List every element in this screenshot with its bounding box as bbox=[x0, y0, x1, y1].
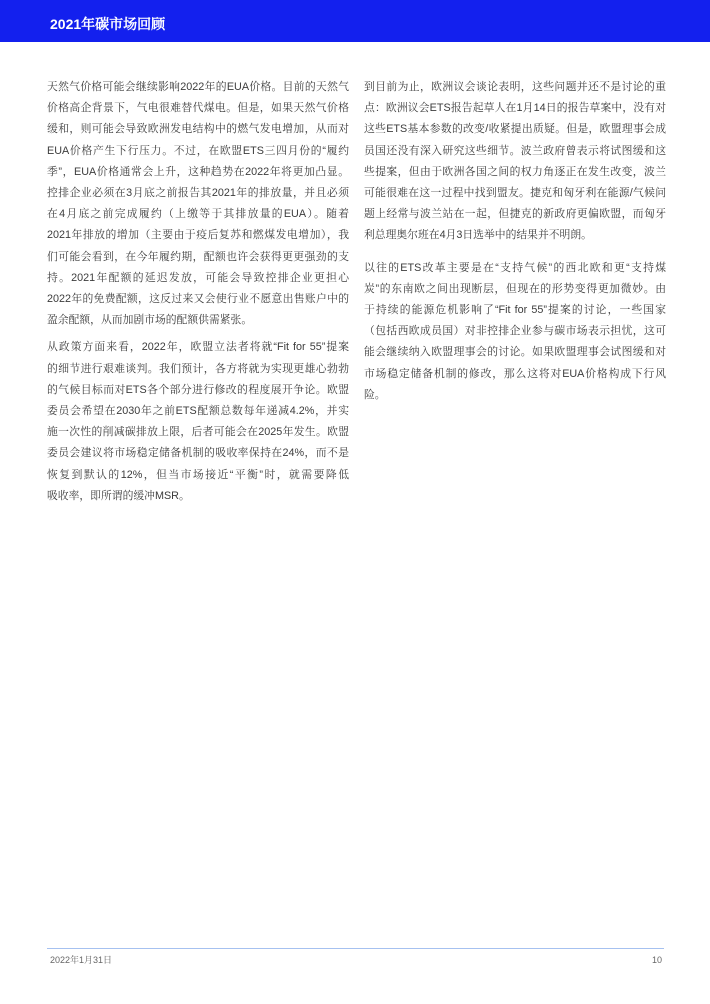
text-line: 可能很难在这一过程中找到盟友。捷克和匈牙利在能源/气候问 bbox=[364, 187, 666, 200]
text-line: 吸收率，即所谓的缓冲MSR。 bbox=[47, 489, 190, 502]
text-line: 缓和，则可能会导致欧洲发电结构中的燃气发电增加，从而对 bbox=[47, 123, 349, 136]
text-line: 点：欧洲议会ETS报告起草人在1月14日的报告草案中，没有对 bbox=[364, 102, 666, 115]
text-line: 们可能会看到，在今年履约期，配额也许会获得更更强劲的支 bbox=[47, 250, 349, 263]
text-line: 于持续的能源危机影响了“Fit for 55”提案的讨论，一些国家 bbox=[364, 304, 666, 317]
footer-rule bbox=[47, 948, 664, 949]
paragraph bbox=[364, 258, 666, 406]
text-line: 从政策方面来看，2022年，欧盟立法者将就“Fit for 55”提案 bbox=[47, 341, 349, 354]
text-line: 能会继续纳入欧盟理事会的讨论。如果欧盟理事会试图缓和对 bbox=[364, 346, 666, 359]
text-line: 的气候目标而对ETS各个部分进行修改的程度展开争论。欧盟 bbox=[47, 383, 349, 396]
text-line: 2022年的免费配额，这反过来又会使行业不愿意出售账户中的 bbox=[47, 293, 349, 306]
paragraph bbox=[364, 77, 666, 247]
page-title: 2021年碳市场回顾 bbox=[50, 16, 166, 32]
text-line: 天然气价格可能会继续影响2022年的EUA价格。目前的天然气 bbox=[47, 81, 349, 93]
text-line: 委员会建议将市场稳定储备机制的吸收率保持在24%，而不是 bbox=[47, 447, 349, 460]
text-line: 以往的ETS改革主要是在“支持气候”的西北欧和更“支持煤 bbox=[364, 261, 666, 274]
text-line: 在4月底之前完成履约（上缴等于其排放量的EUA）。随着 bbox=[47, 208, 349, 221]
text-line: 控排企业必须在3月底之前报告其2021年的排放量，并且必须 bbox=[47, 187, 349, 200]
text-line: 持。2021年配额的延迟发放，可能会导致控排企业更担心 bbox=[47, 271, 349, 284]
text-line: 利总理奥尔班在4月3日选举中的结果并不明朗。 bbox=[364, 229, 592, 242]
text-line: （包括西欧成员国）对非控排企业参与碳市场表示担忧，这可 bbox=[364, 325, 666, 338]
text-line: 炭”的东南欧之间出现断层，但现在的形势变得更加微妙。由 bbox=[364, 282, 666, 295]
text-line: 员国还没有深入研究这些细节。波兰政府曾表示将试图缓和这 bbox=[364, 144, 666, 157]
footer-date: 2022年1月31日 bbox=[50, 955, 113, 965]
text-line: 价格高企背景下，气电很难替代煤电。但是，如果天然气价格 bbox=[47, 102, 349, 115]
text-line: 2021年排放的增加（主要由于疫后复苏和燃煤发电增加），我 bbox=[47, 229, 349, 242]
text-line: EUA价格产生下行压力。不过，在欧盟ETS三四月份的“履约 bbox=[47, 144, 349, 157]
text-line: 委员会希望在2030年之前ETS配额总数每年递减4.2%，并实 bbox=[47, 405, 349, 418]
page-number: 10 bbox=[651, 955, 662, 965]
header-bar bbox=[0, 0, 710, 42]
text-line: 题上经常与波兰站在一起，但捷克的新政府更偏欧盟，而匈牙 bbox=[364, 208, 666, 221]
text-line: 市场稳定储备机制的修改，那么这将对EUA价格构成下行风险。 bbox=[364, 367, 666, 401]
right-column bbox=[364, 77, 666, 406]
text-line: 季”，EUA价格通常会上升，这种趋势在2022年将更加凸显。 bbox=[47, 165, 349, 178]
text-line: 这些ETS基本参数的改变/收紧提出质疑。但是，欧盟理事会成 bbox=[364, 123, 666, 136]
paragraph bbox=[47, 77, 349, 331]
text-line: 的细节进行艰难谈判。我们预计，各方将就为实现更雄心勃勃 bbox=[47, 362, 349, 375]
text-line: 施一次性的削减碳排放上限，后者可能会在2025年发生。欧盟 bbox=[47, 426, 349, 439]
text-line: 恢复到默认的12%，但当市场接近“平衡”时，就需要降低 bbox=[47, 468, 349, 481]
text-line: 些提案，但由于欧洲各国之间的权力角逐正在发生改变，波兰 bbox=[364, 165, 666, 178]
text-line: 盈余配额，从而加剧市场的配额供需紧张。 bbox=[47, 314, 253, 327]
paragraph bbox=[47, 337, 349, 507]
text-line: 到目前为止，欧洲议会谈论表明，这些问题并还不是讨论的重 bbox=[364, 81, 666, 93]
left-column bbox=[47, 77, 349, 507]
